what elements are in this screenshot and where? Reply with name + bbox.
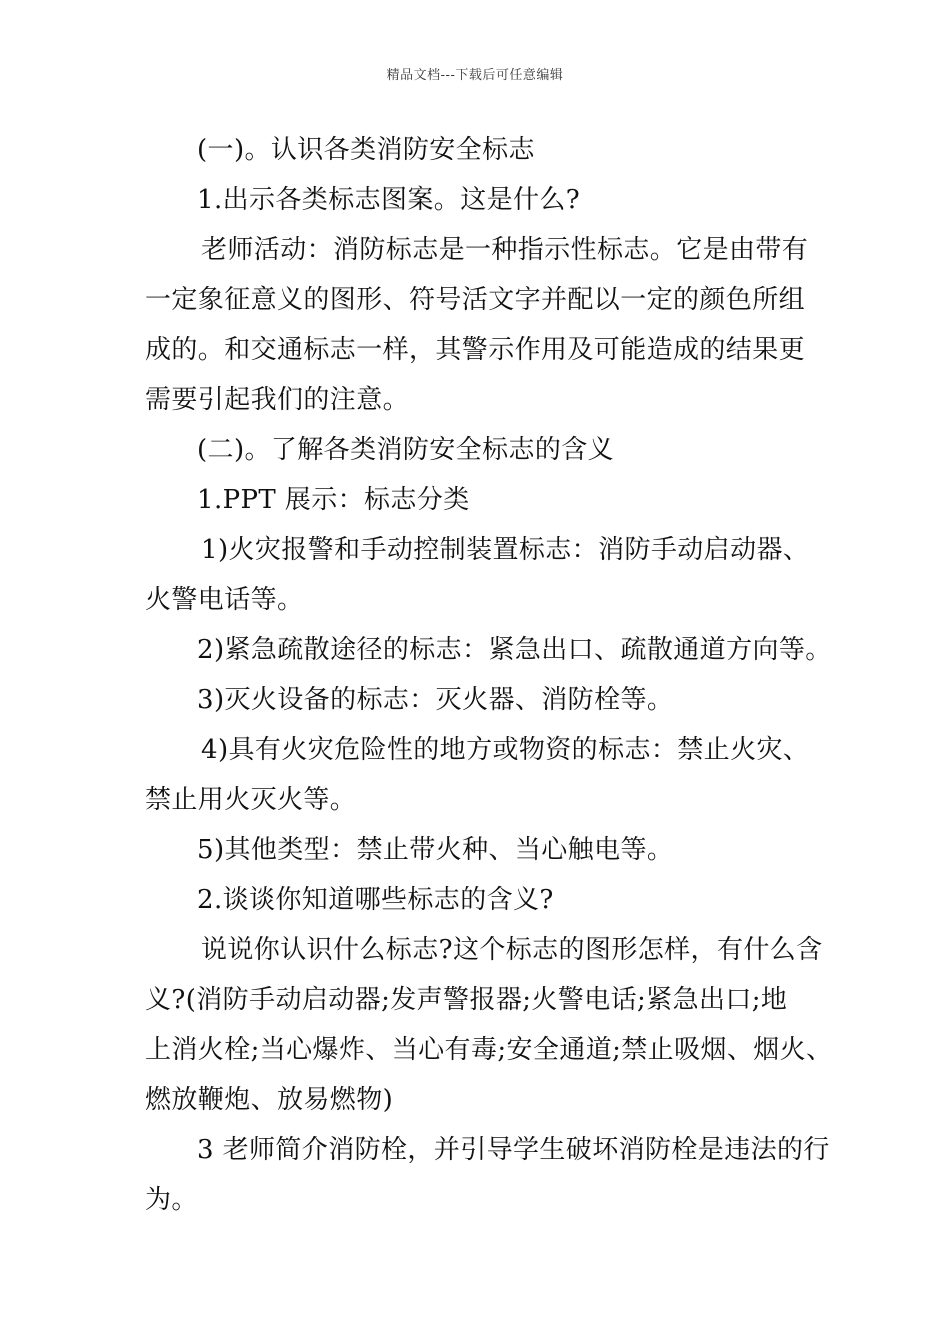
text-line: 说说你认识什么标志?这个标志的图形怎样，有什么含 bbox=[201, 935, 823, 965]
page-header: 精品文档---下载后可任意编辑 bbox=[386, 68, 564, 83]
text-line: 1.PPT 展示：标志分类 bbox=[197, 485, 470, 515]
text-line: 成的。和交通标志一样，其警示作用及可能造成的结果更 bbox=[145, 335, 806, 365]
text-line: 为。 bbox=[145, 1185, 198, 1215]
text-line: (二)。了解各类消防安全标志的含义 bbox=[197, 435, 615, 465]
text-line: 禁止用火灭火等。 bbox=[145, 785, 357, 815]
text-line: 2)紧急疏散途径的标志：紧急出口、疏散通道方向等。 bbox=[197, 635, 832, 665]
text-line: 义?(消防手动启动器;发声警报器;火警电话;紧急出口;地 bbox=[145, 985, 788, 1015]
text-line: 需要引起我们的注意。 bbox=[145, 385, 410, 415]
text-line: 1.出示各类标志图案。这是什么? bbox=[197, 185, 581, 215]
text-line: 4)具有火灾危险性的地方或物资的标志：禁止火灾、 bbox=[201, 735, 810, 765]
text-line: 2.谈谈你知道哪些标志的含义? bbox=[197, 885, 554, 915]
text-line: 1)火灾报警和手动控制装置标志：消防手动启动器、 bbox=[201, 535, 810, 565]
text-line: (一)。认识各类消防安全标志 bbox=[197, 135, 535, 165]
text-line: 3)灭火设备的标志：灭火器、消防栓等。 bbox=[197, 685, 674, 715]
text-line: 5)其他类型：禁止带火种、当心触电等。 bbox=[197, 835, 674, 865]
text-line: 一定象征意义的图形、符号活文字并配以一定的颜色所组 bbox=[145, 285, 806, 315]
text-line: 上消火栓;当心爆炸、当心有毒;安全通道;禁止吸烟、烟火、 bbox=[145, 1035, 833, 1065]
text-line: 燃放鞭炮、放易燃物) bbox=[145, 1085, 394, 1115]
text-line: 老师活动：消防标志是一种指示性标志。它是由带有 bbox=[201, 235, 809, 265]
text-line: 火警电话等。 bbox=[145, 585, 304, 615]
document-body bbox=[145, 125, 833, 1225]
text-line: 3 老师简介消防栓，并引导学生破坏消防栓是违法的行 bbox=[197, 1135, 830, 1165]
